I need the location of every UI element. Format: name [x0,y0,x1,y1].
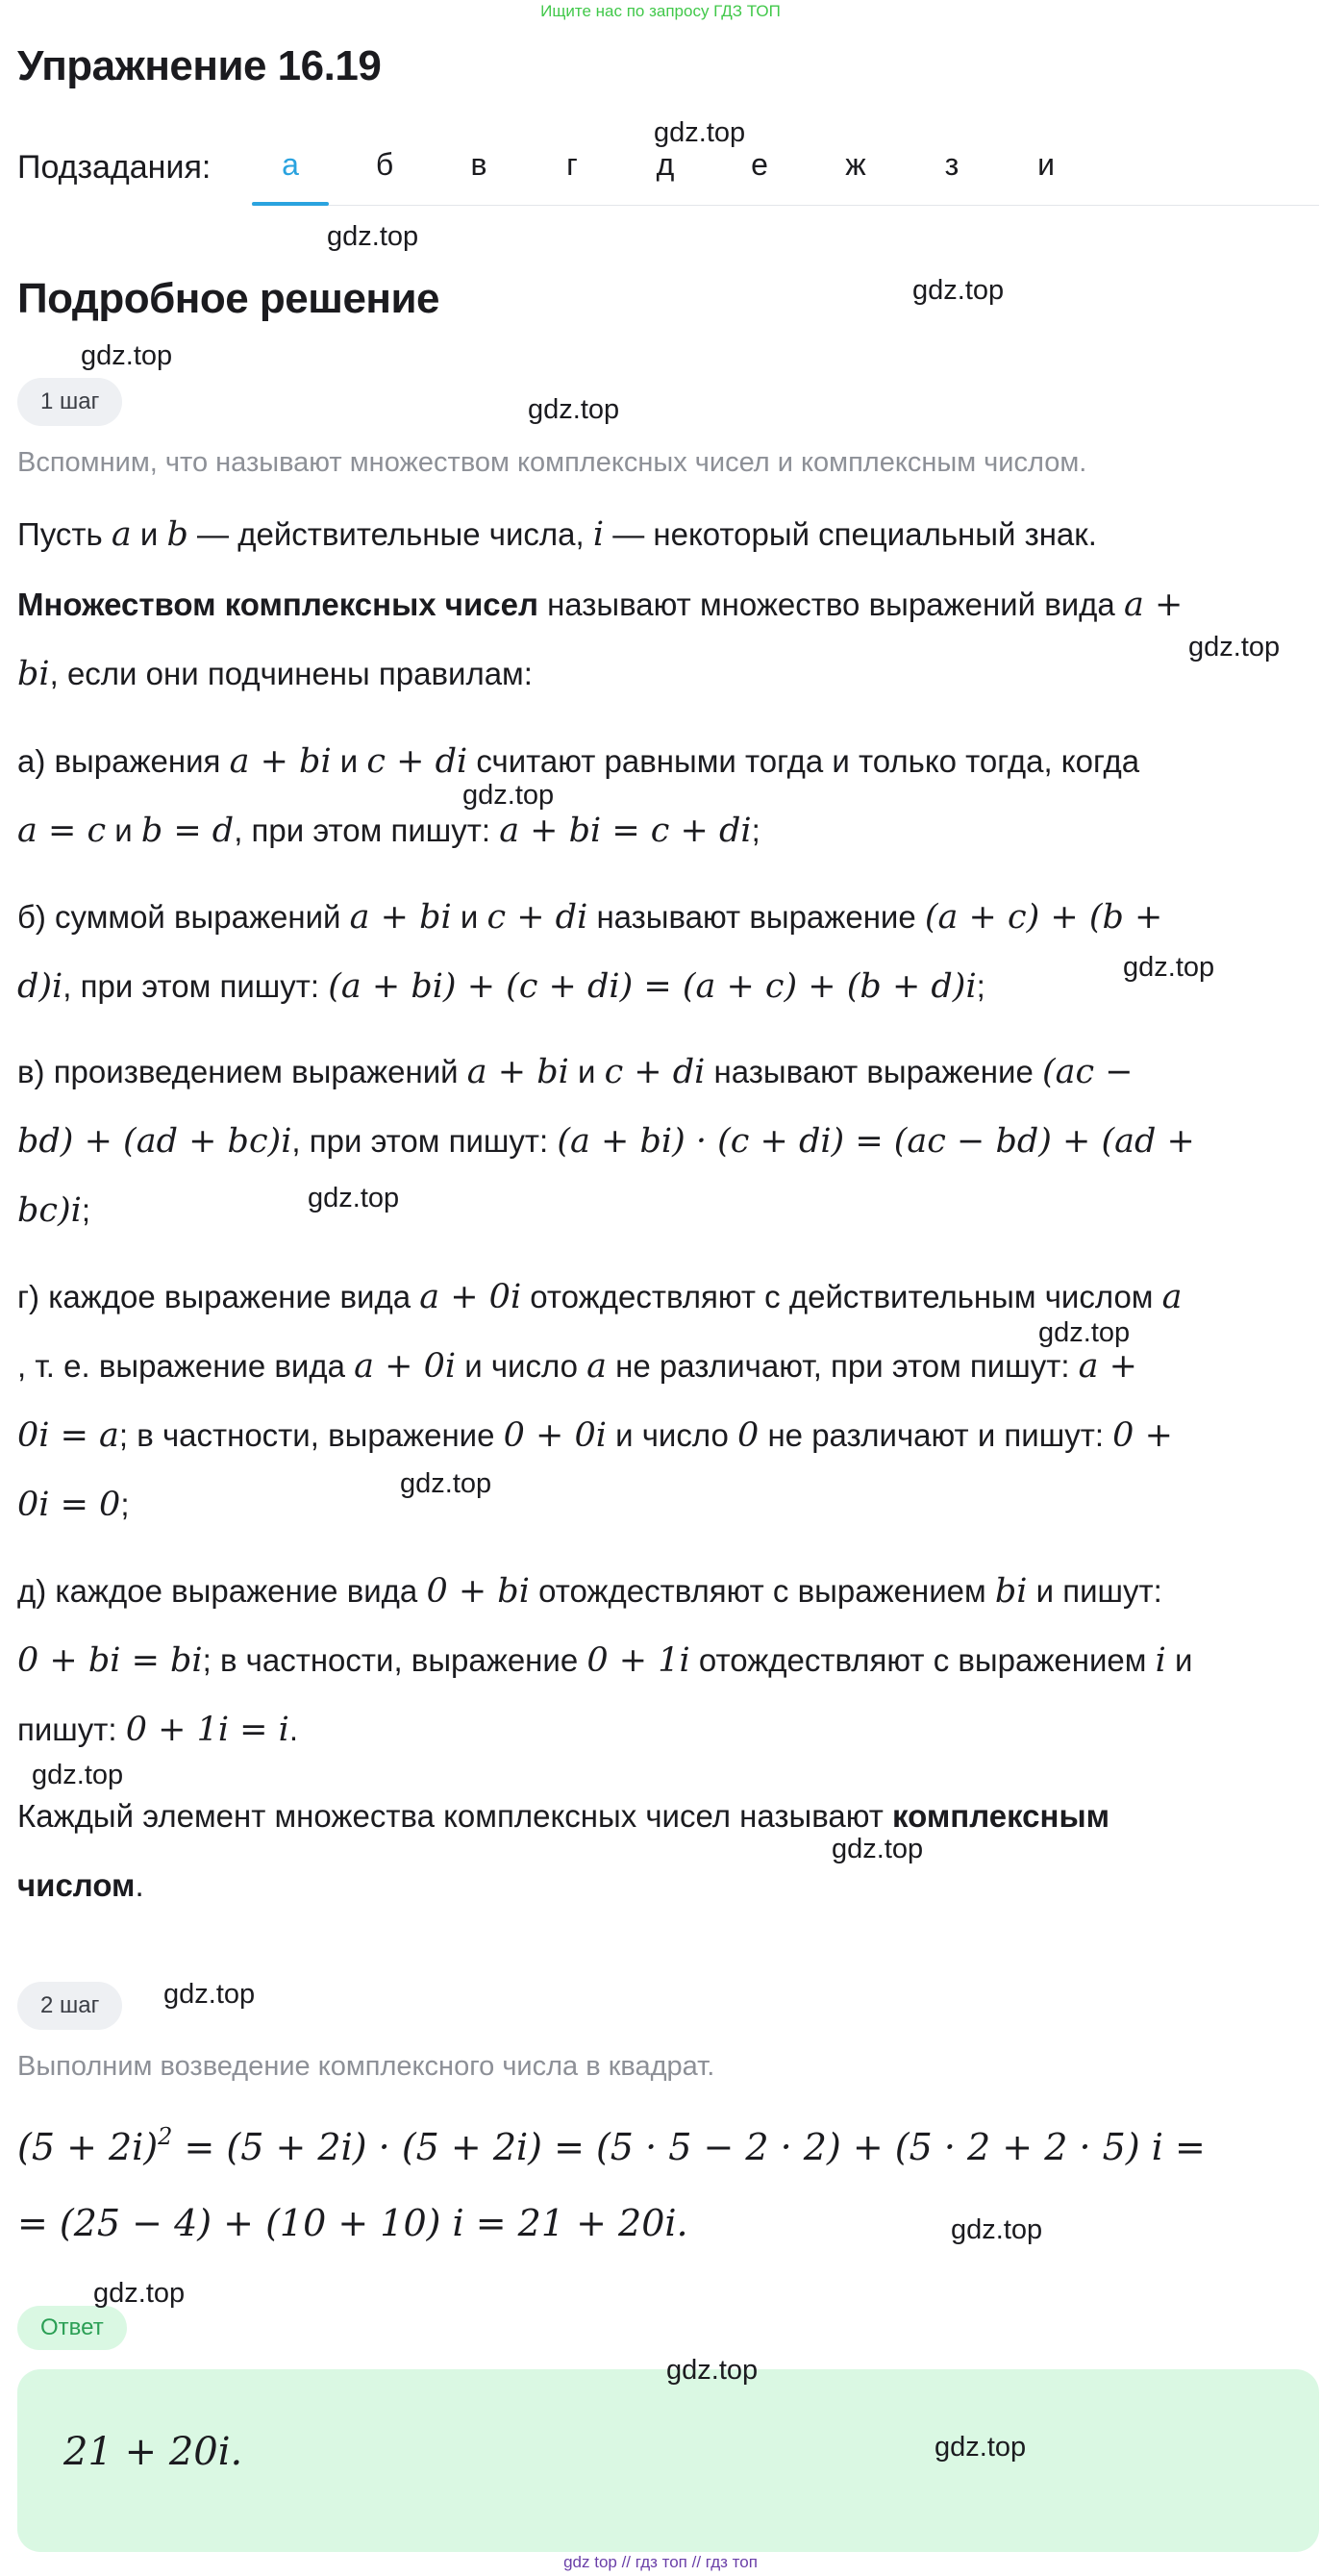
watermark: gdz.top [93,2278,186,2309]
answer-badge: Ответ [17,2306,127,2350]
watermark: gdz.top [163,1979,256,2010]
tabs-divider [252,205,1319,206]
watermark: gdz.top [951,2214,1043,2245]
intro-paragraph: Пусть a и b — действительные числа, i — некоторый специальный знак. [17,515,1097,554]
solution-heading: Подробное решение [17,275,440,322]
definition-paragraph: Множеством комплексных чисел называют множество выражений вида a + bi, если они подчинены правилам: [17,586,1184,693]
rule-v: в) произведением выражений a + bi и c + di называют выражение (ac − bd) + (ad + bc)i, при этом пишут: (a + bi) · (c + di) = (ac − bd) + (ad + bc)i; [17,1053,1195,1230]
watermark: gdz.top [666,2355,759,2386]
tab-a[interactable]: а [282,147,299,182]
watermark: gdz.top [1123,952,1215,983]
watermark: gdz.top [327,221,419,252]
step-1-hint: Вспомним, что называют множеством комплексных чисел и комплексным числом. [17,447,1087,478]
watermark: gdz.top [32,1760,124,1790]
rule-a: а) выражения a + bi и c + di считают равными тогда и только тогда, когда a = c и b = d, при этом пишут: a + bi = c + di; [17,742,1140,850]
equation-line-2: = (25 − 4) + (10 + 10) i = 21 + 20i. [17,2202,688,2244]
step-1-badge: 1 шаг [17,378,122,426]
watermark: gdz.top [462,780,555,811]
tab-i[interactable]: и [1037,147,1055,182]
watermark: gdz.top [528,394,620,425]
top-banner: Ищите нас по запросу ГДЗ ТОП [540,2,781,20]
watermark: gdz.top [935,2432,1027,2463]
rule-g: г) каждое выражение вида a + 0i отождествляют с действительным числом a , т. е. выражение вида a + 0i и число a не различают, при этом пишут: a + 0i = a; в частности, выражение 0 + 0i и число 0 не различают и пишут: 0 + 0i = 0; [17,1278,1183,1524]
tab-v[interactable]: в [470,147,487,182]
footer: gdz top // гдз топ // гдз топ [563,2553,758,2571]
tab-e[interactable]: е [751,147,768,182]
tab-g[interactable]: г [566,147,578,182]
tab-z[interactable]: з [944,147,960,182]
tab-b[interactable]: б [375,147,394,182]
tab-d[interactable]: д [656,147,675,182]
tab-zh[interactable]: ж [845,147,866,182]
rule-b: б) суммой выражений a + bi и c + di называют выражение (a + c) + (b + d)i, при этом пишут: (a + bi) + (c + di) = (a + c) + (b + d)i; [17,898,1163,1006]
conclusion-paragraph: Каждый элемент множества комплексных чисел называют комплексным числом. [17,1798,1110,1903]
equation-line-1: $(5 + 2i)^2 = (5 + 2i) \cdot (5 + 2i) = (5 \cdot 5 - 2 \cdot 2) + (5 \cdot 2 + 2 \cdot 5)$ i = [17,2123,1206,2168]
watermark: gdz.top [81,340,173,371]
step-2-badge: 2 шаг [17,1982,122,2030]
active-tab-indicator [252,202,329,206]
watermark: gdz.top [1038,1317,1131,1348]
watermark: gdz.top [400,1468,492,1499]
watermark: gdz.top [654,117,746,148]
watermark: gdz.top [1188,632,1281,663]
watermark: gdz.top [832,1834,924,1864]
page-title: Упражнение 16.19 [17,42,382,89]
watermark: gdz.top [912,275,1005,306]
subtasks-label: Подзадания: [17,149,212,186]
step-2-hint: Выполним возведение комплексного числа в квадрат. [17,2051,715,2082]
watermark: gdz.top [308,1183,400,1213]
answer-value: 21 + 20i. [63,2430,243,2474]
rule-d: д) каждое выражение вида 0 + bi отождествляют с выражением bi и пишут: 0 + bi = bi; в частности, выражение 0 + 1i отождествляют с выражением i и пишут: 0 + 1i = i. [17,1572,1193,1749]
